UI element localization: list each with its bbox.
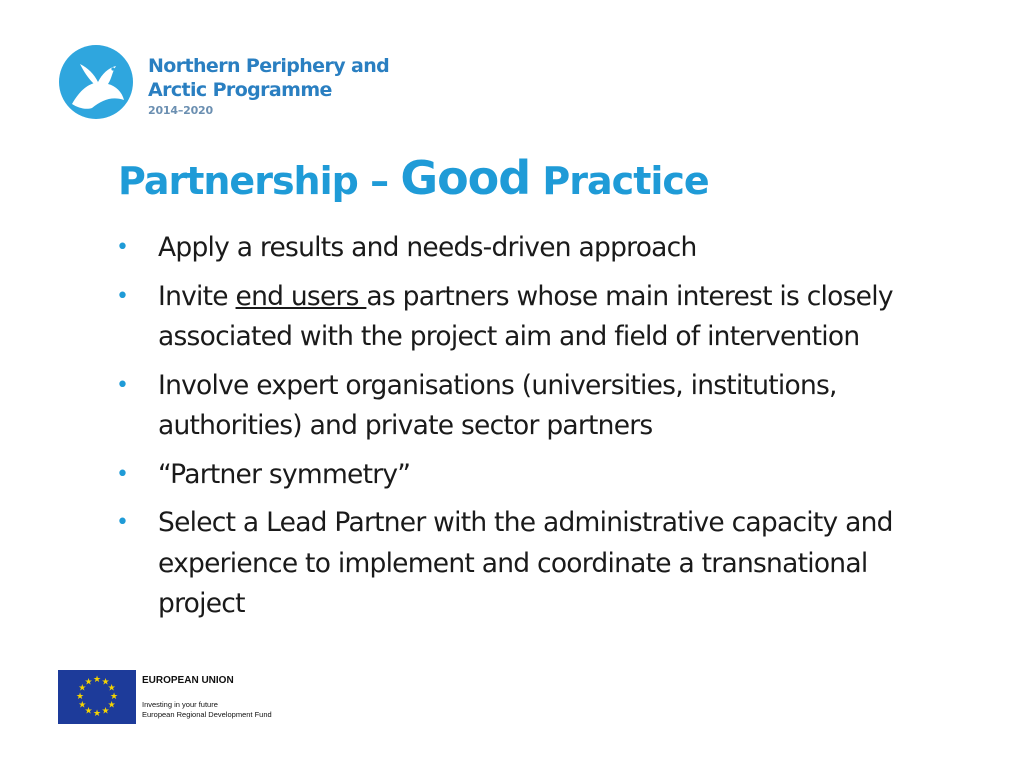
svg-text:★: ★ (92, 675, 102, 685)
svg-text:★: ★ (109, 692, 119, 702)
svg-text:★: ★ (78, 683, 87, 694)
eu-tagline: Investing in your future (142, 700, 218, 709)
svg-text:★: ★ (107, 683, 116, 694)
bullet-marker: • (116, 461, 129, 487)
eu-fund-name: European Regional Development Fund (142, 710, 272, 719)
programme-years: 2014–2020 (148, 104, 213, 117)
bullet-text: as partners whose main interest is closely associated with the project aim and field of intervention (158, 280, 893, 352)
title-part-partnership: Partnership – (118, 159, 401, 203)
eu-title: EUROPEAN UNION (142, 675, 234, 686)
svg-text:★: ★ (101, 677, 110, 688)
programme-logo (58, 44, 388, 124)
svg-text:★: ★ (78, 700, 87, 711)
title-part-practice: Practice (530, 159, 709, 203)
bullet-text: Involve expert organisations (universities, institutions, authorities) and private sector partners (158, 369, 837, 441)
eu-stars-icon (58, 670, 136, 724)
bullet-marker: • (116, 510, 129, 535)
svg-text:★: ★ (101, 706, 110, 717)
programme-name (148, 54, 389, 120)
bullet-item (116, 366, 916, 447)
svg-text:★: ★ (84, 677, 93, 688)
programme-name-line1: Northern Periphery and (148, 55, 390, 77)
programme-name-line2: Arctic Programme (148, 79, 332, 101)
bullet-marker: • (116, 235, 129, 260)
eu-logo (58, 670, 298, 726)
bullet-list (116, 228, 916, 633)
bullet-text: Select a Lead Partner with the administrative capacity and experience to implement and coordinate a transnational project (158, 507, 893, 619)
svg-text:★: ★ (92, 709, 102, 719)
title-part-good: Good (400, 151, 531, 205)
bullet-item (116, 228, 916, 269)
svg-text:★: ★ (107, 700, 116, 711)
dove-logo-icon (58, 44, 134, 120)
svg-text:★: ★ (84, 706, 93, 717)
bullet-marker: • (116, 372, 129, 398)
slide-title (118, 148, 709, 213)
end-users-link[interactable]: end users (235, 280, 367, 312)
bullet-item (116, 503, 916, 625)
bullet-marker: • (116, 283, 129, 309)
bullet-text: Invite (158, 280, 236, 312)
eu-flag-icon (58, 670, 136, 724)
svg-text:★: ★ (75, 692, 85, 702)
bullet-text: Apply a results and needs-driven approach (158, 232, 697, 263)
eu-text (142, 674, 272, 720)
bullet-item (116, 277, 916, 358)
bullet-text: “Partner symmetry” (158, 458, 411, 490)
bullet-item (116, 455, 916, 496)
